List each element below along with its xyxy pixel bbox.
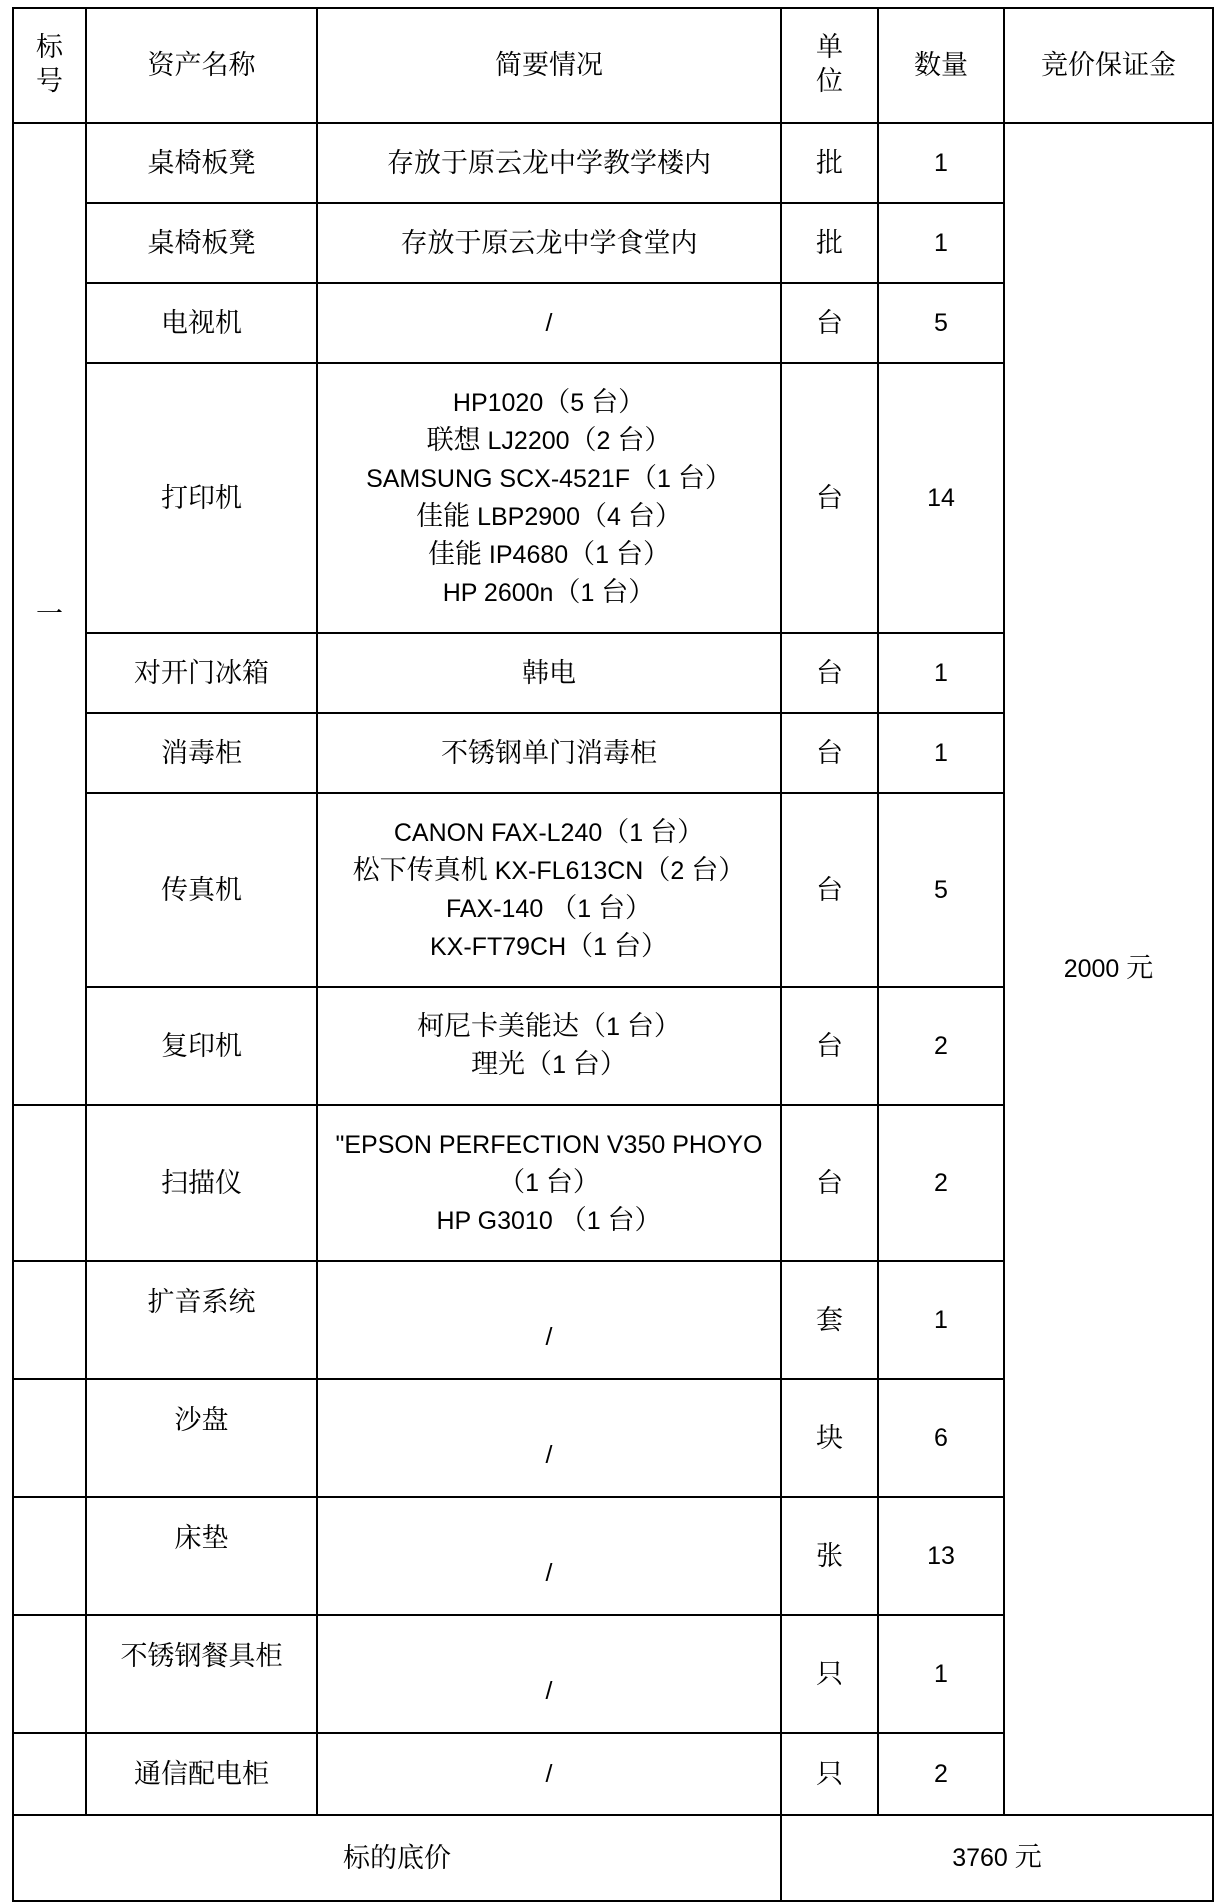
unit-cell: 台 (781, 987, 878, 1105)
description-line: HP 2600n（1 台） (442, 577, 656, 608)
reserve-price-label: 标的底价 (13, 1815, 781, 1901)
description-line: "EPSON PERFECTION V350 PHOYO (335, 1131, 763, 1159)
unit-cell: 张 (781, 1497, 878, 1615)
description-cell (317, 793, 781, 987)
lot-number-cell (13, 1105, 86, 1261)
description-line: 联想 LJ2200（2 台） (426, 425, 672, 456)
asset-name-cell: 桌椅板凳 (86, 203, 317, 283)
asset-name-cell: 扫描仪 (86, 1105, 317, 1261)
header-lot-no: 标号 (13, 8, 86, 123)
unit-cell: 台 (781, 363, 878, 633)
quantity-cell: 5 (878, 283, 1004, 363)
quantity-cell: 1 (878, 123, 1004, 203)
unit-cell: 块 (781, 1379, 878, 1497)
description-cell (317, 1733, 781, 1815)
description-line: HP G3010 （1 台） (436, 1205, 662, 1236)
description-line: SAMSUNG SCX-4521F（1 台） (366, 463, 732, 494)
asset-name-cell: 沙盘 (86, 1379, 317, 1497)
description-line: / (545, 1559, 553, 1587)
description-cell (317, 1615, 781, 1733)
description-line: 松下传真机 KX-FL613CN（2 台） (352, 855, 746, 886)
quantity-cell: 13 (878, 1497, 1004, 1615)
quantity-cell: 2 (878, 987, 1004, 1105)
asset-name-cell: 扩音系统 (86, 1261, 317, 1379)
description-cell (317, 283, 781, 363)
asset-name-cell: 不锈钢餐具柜 (86, 1615, 317, 1733)
footer-row (13, 1815, 1213, 1901)
header-asset-name: 资产名称 (86, 8, 317, 123)
description-cell (317, 987, 781, 1105)
quantity-cell: 2 (878, 1105, 1004, 1261)
quantity-cell: 1 (878, 633, 1004, 713)
asset-table (12, 7, 1214, 1902)
unit-cell: 批 (781, 203, 878, 283)
asset-name-cell: 电视机 (86, 283, 317, 363)
description-line: / (545, 1323, 553, 1351)
lot-number-cell (13, 1261, 86, 1379)
unit-cell: 只 (781, 1615, 878, 1733)
unit-cell: 台 (781, 633, 878, 713)
header-unit: 单位 (781, 8, 878, 123)
reserve-price-value: 3760 元 (781, 1815, 1213, 1901)
unit-cell: 批 (781, 123, 878, 203)
quantity-cell: 1 (878, 1261, 1004, 1379)
description-cell (317, 713, 781, 793)
description-line: / (545, 1677, 553, 1705)
header-description: 简要情况 (317, 8, 781, 123)
description-line: CANON FAX-L240（1 台） (393, 817, 705, 848)
asset-name-cell: 复印机 (86, 987, 317, 1105)
description-line: / (545, 1760, 553, 1788)
description-line: （1 台） (498, 1167, 600, 1198)
description-line: 佳能 LBP2900（4 台） (416, 501, 682, 532)
quantity-cell: 5 (878, 793, 1004, 987)
description-line: 佳能 IP4680（1 台） (427, 539, 671, 570)
description-cell (317, 203, 781, 283)
description-cell (317, 1105, 781, 1261)
table-body (13, 123, 1213, 1815)
unit-cell: 台 (781, 283, 878, 363)
quantity-cell: 2 (878, 1733, 1004, 1815)
description-cell (317, 1261, 781, 1379)
description-line: 不锈钢单门消毒柜 (441, 737, 657, 769)
unit-cell: 台 (781, 793, 878, 987)
quantity-cell: 14 (878, 363, 1004, 633)
description-cell (317, 1497, 781, 1615)
lot-number-cell: 一 (13, 123, 86, 1105)
lot-number-cell (13, 1615, 86, 1733)
lot-number-cell (13, 1497, 86, 1615)
description-line: / (545, 309, 553, 337)
unit-cell: 台 (781, 1105, 878, 1261)
description-cell (317, 123, 781, 203)
asset-name-cell: 传真机 (86, 793, 317, 987)
unit-cell: 台 (781, 713, 878, 793)
description-line: 存放于原云龙中学教学楼内 (387, 147, 711, 179)
description-cell (317, 363, 781, 633)
description-line: HP1020（5 台） (452, 387, 646, 418)
description-cell (317, 633, 781, 713)
quantity-cell: 1 (878, 1615, 1004, 1733)
description-line: KX-FT79CH（1 台） (430, 931, 668, 962)
description-line: / (545, 1441, 553, 1469)
deposit-cell: 2000 元 (1004, 123, 1213, 1815)
description-line: 韩电 (522, 657, 576, 689)
header-row (13, 8, 1213, 123)
description-line: FAX-140 （1 台） (445, 893, 653, 924)
asset-name-cell: 消毒柜 (86, 713, 317, 793)
quantity-cell: 1 (878, 713, 1004, 793)
description-line: 存放于原云龙中学食堂内 (400, 227, 698, 259)
header-deposit: 竞价保证金 (1004, 8, 1213, 123)
asset-name-cell: 打印机 (86, 363, 317, 633)
table-row (13, 123, 1213, 203)
unit-cell: 只 (781, 1733, 878, 1815)
description-cell (317, 1379, 781, 1497)
unit-cell: 套 (781, 1261, 878, 1379)
quantity-cell: 6 (878, 1379, 1004, 1497)
asset-name-cell: 床垫 (86, 1497, 317, 1615)
header-quantity: 数量 (878, 8, 1004, 123)
asset-name-cell: 通信配电柜 (86, 1733, 317, 1815)
asset-name-cell: 桌椅板凳 (86, 123, 317, 203)
quantity-cell: 1 (878, 203, 1004, 283)
lot-number-cell (13, 1733, 86, 1815)
description-line: 理光（1 台） (471, 1049, 627, 1080)
description-line: 柯尼卡美能达（1 台） (417, 1011, 681, 1042)
asset-name-cell: 对开门冰箱 (86, 633, 317, 713)
lot-number-cell (13, 1379, 86, 1497)
